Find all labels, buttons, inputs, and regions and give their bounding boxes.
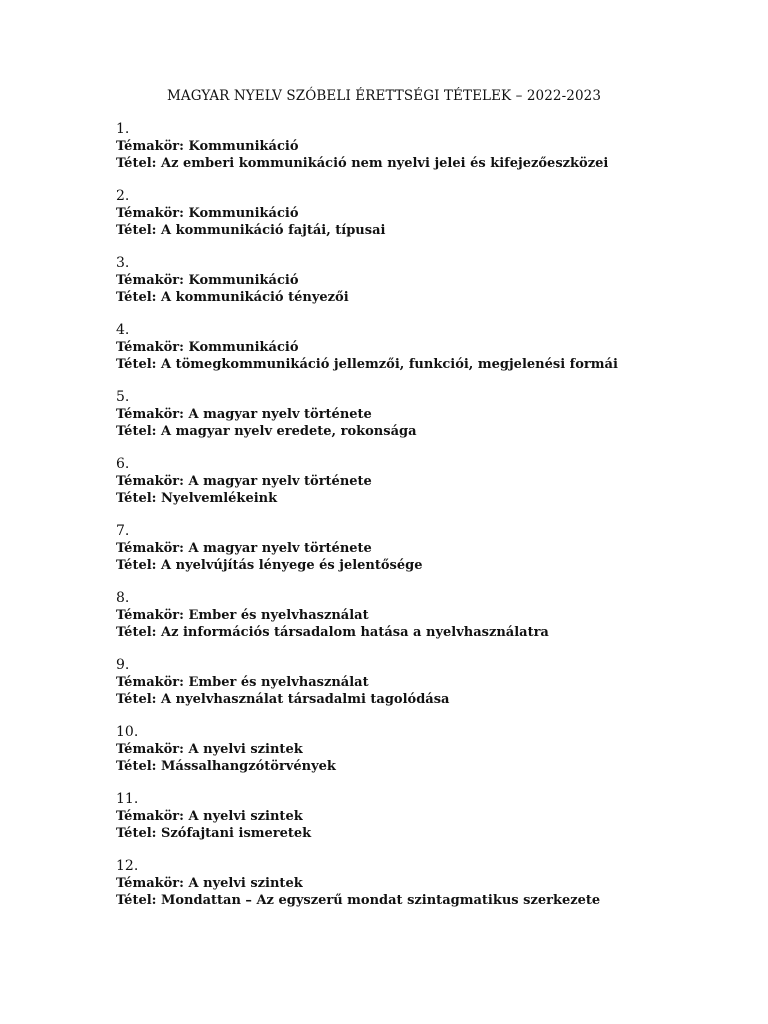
exam-item <box>116 255 736 322</box>
topic-label: Témakör: <box>116 474 184 489</box>
item-title: A tömegkommunikáció jellemzői, funkciói, megjelenési formái <box>161 357 618 372</box>
item-label: Tétel: <box>116 558 157 573</box>
topic-label: Témakör: <box>116 742 184 757</box>
item-title: A nyelvújítás lényege és jelentősége <box>161 558 423 573</box>
topic-value: A nyelvi szintek <box>188 876 303 891</box>
item-number: 12. <box>116 858 139 874</box>
title-line <box>116 892 736 909</box>
item-number: 7. <box>116 523 130 539</box>
item-title: Az információs társadalom hatása a nyelvhasználatra <box>161 625 549 640</box>
topic-value: Kommunikáció <box>188 206 299 221</box>
title-line <box>116 155 736 172</box>
item-label: Tétel: <box>116 223 157 238</box>
topic-label: Témakör: <box>116 809 184 824</box>
exam-item <box>116 523 736 590</box>
item-label: Tétel: <box>116 893 157 908</box>
topic-label: Témakör: <box>116 273 184 288</box>
title-line <box>116 289 736 306</box>
topic-value: Kommunikáció <box>188 139 299 154</box>
topic-value: A nyelvi szintek <box>188 742 303 757</box>
item-label: Tétel: <box>116 491 157 506</box>
item-number: 4. <box>116 322 130 338</box>
item-label: Tétel: <box>116 692 157 707</box>
topic-line <box>116 674 736 691</box>
topic-line <box>116 875 736 892</box>
topic-value: Ember és nyelvhasználat <box>188 675 369 690</box>
topic-value: Kommunikáció <box>188 340 299 355</box>
title-line <box>116 557 736 574</box>
topic-label: Témakör: <box>116 206 184 221</box>
topic-value: Ember és nyelvhasználat <box>188 608 369 623</box>
item-label: Tétel: <box>116 290 157 305</box>
item-label: Tétel: <box>116 759 157 774</box>
topic-value: A nyelvi szintek <box>188 809 303 824</box>
exam-item <box>116 590 736 657</box>
topic-label: Témakör: <box>116 675 184 690</box>
topic-line <box>116 406 736 423</box>
title-line <box>116 356 736 373</box>
item-number: 11. <box>116 791 139 807</box>
topic-value: A magyar nyelv története <box>188 541 372 556</box>
topic-line <box>116 138 736 155</box>
item-title: Mássalhangzótörvények <box>161 759 336 774</box>
item-title: Mondattan – Az egyszerű mondat szintagmatikus szerkezete <box>161 893 601 908</box>
exam-item-list <box>116 121 736 925</box>
exam-item <box>116 121 736 188</box>
item-title: Szófajtani ismeretek <box>161 826 312 841</box>
item-title: Nyelvemlékeink <box>161 491 278 506</box>
topic-line <box>116 540 736 557</box>
topic-line <box>116 473 736 490</box>
item-title: A nyelvhasználat társadalmi tagolódása <box>161 692 450 707</box>
item-label: Tétel: <box>116 156 157 171</box>
topic-label: Témakör: <box>116 876 184 891</box>
title-line <box>116 490 736 507</box>
topic-label: Témakör: <box>116 139 184 154</box>
item-label: Tétel: <box>116 625 157 640</box>
item-title: Az emberi kommunikáció nem nyelvi jelei és kifejezőeszközei <box>161 156 609 171</box>
topic-value: A magyar nyelv története <box>188 407 372 422</box>
topic-value: A magyar nyelv története <box>188 474 372 489</box>
topic-label: Témakör: <box>116 340 184 355</box>
item-number: 8. <box>116 590 130 606</box>
title-line <box>116 825 736 842</box>
item-number: 9. <box>116 657 130 673</box>
topic-label: Témakör: <box>116 407 184 422</box>
topic-line <box>116 205 736 222</box>
exam-item <box>116 724 736 791</box>
topic-line <box>116 808 736 825</box>
item-number: 2. <box>116 188 130 204</box>
topic-line <box>116 607 736 624</box>
topic-line <box>116 272 736 289</box>
title-line <box>116 691 736 708</box>
exam-item <box>116 456 736 523</box>
exam-item <box>116 858 736 925</box>
item-number: 6. <box>116 456 130 472</box>
title-line <box>116 624 736 641</box>
item-number: 3. <box>116 255 130 271</box>
exam-item <box>116 389 736 456</box>
item-title: A magyar nyelv eredete, rokonsága <box>161 424 417 439</box>
item-label: Tétel: <box>116 357 157 372</box>
item-number: 5. <box>116 389 130 405</box>
item-label: Tétel: <box>116 826 157 841</box>
exam-item <box>116 657 736 724</box>
topic-line <box>116 339 736 356</box>
document-title: MAGYAR NYELV SZÓBELI ÉRETTSÉGI TÉTELEK – 2022-2023 <box>166 88 602 104</box>
title-line <box>116 222 736 239</box>
item-title: A kommunikáció fajtái, típusai <box>161 223 386 238</box>
topic-value: Kommunikáció <box>188 273 299 288</box>
topic-label: Témakör: <box>116 608 184 623</box>
item-title: A kommunikáció tényezői <box>161 290 349 305</box>
title-line <box>116 758 736 775</box>
title-line <box>116 423 736 440</box>
exam-item <box>116 791 736 858</box>
item-number: 10. <box>116 724 139 740</box>
topic-line <box>116 741 736 758</box>
exam-item <box>116 188 736 255</box>
topic-label: Témakör: <box>116 541 184 556</box>
item-label: Tétel: <box>116 424 157 439</box>
exam-item <box>116 322 736 389</box>
item-number: 1. <box>116 121 130 137</box>
